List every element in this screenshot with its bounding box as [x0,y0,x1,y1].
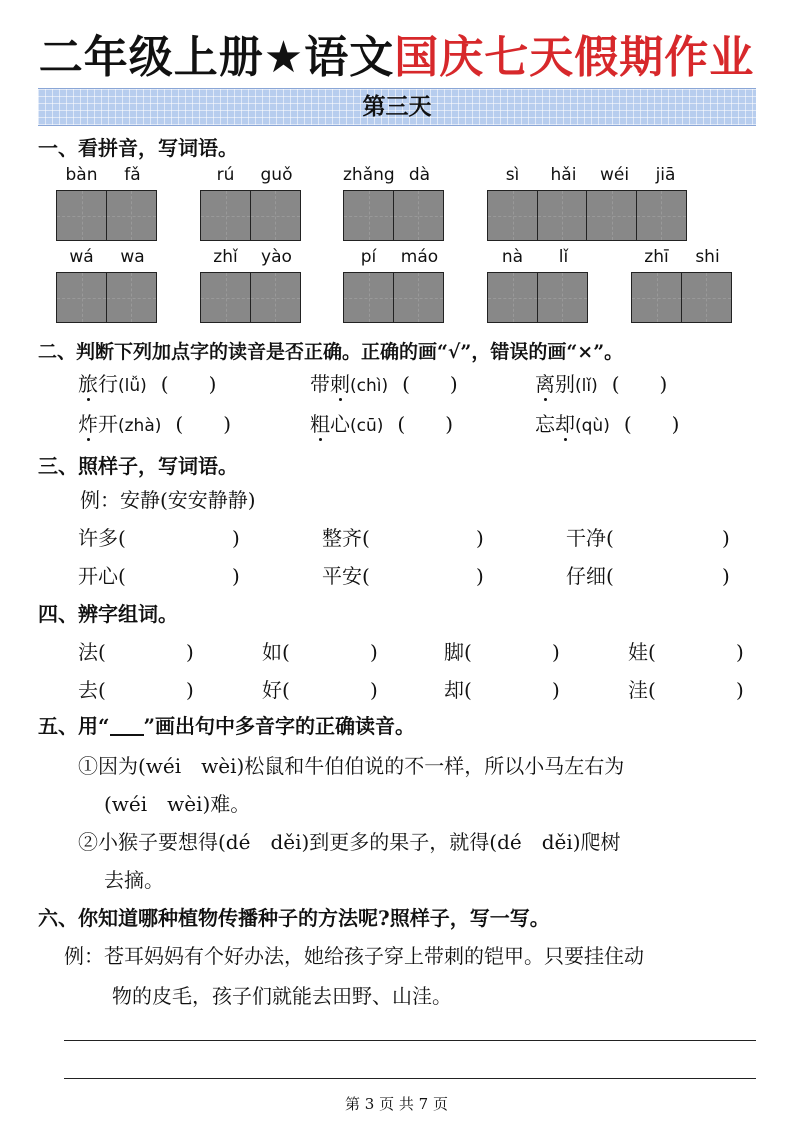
writing-grid [56,190,157,241]
writing-cell [250,272,301,323]
judge-answer-paren: ( ) [175,412,231,436]
judge-pinyin: (lǚ) [118,376,147,396]
judge-item [310,410,453,440]
page-footer [0,1094,793,1114]
section-5-heading [38,712,415,740]
answer-line-1 [64,1040,756,1041]
footer-post: 页 [433,1095,449,1113]
distinguish-char: 却( [444,678,472,702]
writing-cell [56,272,107,323]
judge-item [78,370,216,400]
distinguish-char: 法( [78,640,106,664]
judge-answer-paren: ( ) [623,412,680,436]
judge-char-1: 旅 [78,372,98,396]
section-3-heading: 三、照样子，写词语。 [38,454,238,478]
writing-grid [487,190,687,241]
reduplication-word: 干净( [566,526,614,550]
judge-pinyin: (chì) [350,376,389,396]
writing-cell [250,190,301,241]
section-6-heading: 六、你知道哪种植物传播种子的方法呢?照样子，写一写。 [38,906,550,930]
title-red: 国庆七天假期作业 [394,32,755,83]
reduplication-close: ) [476,564,484,588]
judge-char-1: 粗 [310,412,330,436]
distinguish-close: ) [736,640,744,664]
writing-grid [631,272,732,323]
pinyin-label: máo [400,247,439,267]
judge-pinyin: (zhà) [118,416,162,436]
footer-mid: 页 共 [379,1095,414,1113]
answer-line-2 [64,1078,756,1079]
pinyin-label: zhǎng [343,165,395,185]
q2-line2: 去摘。 [104,868,164,892]
section-2-heading: 二、判断下列加点字的读音是否正确。正确的画“√”，错误的画“×”。 [38,341,624,363]
distinguish-close: ) [552,640,560,664]
distinguish-close: ) [370,640,378,664]
writing-cell [393,272,444,323]
pinyin-label: zhǐ [213,247,238,267]
pinyin-label: shi [695,247,720,267]
pinyin-label: rú [216,165,235,185]
section-4-heading: 四、辨字组词。 [38,602,178,626]
footer-pre: 第 [344,1095,360,1113]
writing-cell [200,272,251,323]
pinyin-label: pí [360,247,377,267]
pinyin-label: lǐ [558,247,569,267]
pinyin-label: zhī [644,247,669,267]
underline-sample [110,720,144,736]
writing-cell [681,272,732,323]
distinguish-close: ) [186,678,194,702]
pinyin-label: wéi [599,165,630,185]
distinguish-char: 洼( [628,678,656,702]
writing-cell [200,190,251,241]
pinyin-label: wa [120,247,145,267]
q1-line2: (wéi wèi)难。 [104,792,251,816]
pinyin-label: hǎi [550,165,577,185]
distinguish-char: 去( [78,678,106,702]
day-banner: 第三天 [38,88,756,126]
pinyin-label: yào [261,247,292,267]
pinyin-label: bàn [65,165,98,185]
writing-cell [537,190,588,241]
distinguish-close: ) [186,640,194,664]
section-5-heading-post: ”画出句中多音字的正确读音。 [143,714,416,738]
judge-pinyin: (cū) [350,416,384,436]
writing-cell [106,272,157,323]
judge-item [310,370,458,400]
section-6-example-line2: 物的皮毛，孩子们就能去田野、山洼。 [112,984,452,1008]
writing-cell [343,190,394,241]
reduplication-word: 许多( [78,526,126,550]
reduplication-word: 仔细( [566,564,614,588]
writing-cell [56,190,107,241]
distinguish-close: ) [552,678,560,702]
judge-answer-paren: ( ) [611,372,668,396]
judge-char-1: 忘 [535,412,555,436]
judge-char-2: 行 [98,372,118,396]
distinguish-close: ) [736,678,744,702]
distinguish-close: ) [370,678,378,702]
pinyin-label: nà [501,247,524,267]
writing-grid [487,272,588,323]
reduplication-word: 开心( [78,564,126,588]
writing-cell [487,272,538,323]
judge-char-2: 却 [555,412,575,436]
judge-char-2: 别 [555,372,575,396]
judge-item [535,370,667,400]
judge-answer-paren: ( ) [397,412,453,436]
q2-line1: ②小猴子要想得(dé děi)到更多的果子，就得(dé děi)爬树 [78,830,621,854]
pinyin-label: wá [69,247,94,267]
reduplication-close: ) [232,526,240,550]
pinyin-label: sì [505,165,520,185]
reduplication-close: ) [722,526,730,550]
writing-grid [56,272,157,323]
judge-item [78,410,231,440]
footer-total-pages: 7 [418,1095,429,1113]
writing-cell [636,190,687,241]
judge-char-1: 炸 [78,412,98,436]
footer-page-number: 3 [364,1095,375,1113]
writing-cell [487,190,538,241]
pinyin-label: jiā [655,165,676,185]
section-1-heading: 一、看拼音，写词语。 [38,136,238,160]
judge-answer-paren: ( ) [402,372,458,396]
q1-line1: ①因为(wéi wèi)松鼠和牛伯伯说的不一样，所以小马左右为 [78,754,625,778]
writing-cell [631,272,682,323]
distinguish-char: 如( [262,640,290,664]
writing-grid [200,190,301,241]
section-5-heading-pre: 五、用“ [38,714,110,738]
judge-answer-paren: ( ) [160,372,217,396]
distinguish-char: 娃( [628,640,656,664]
writing-cell [393,190,444,241]
reduplication-word: 整齐( [322,526,370,550]
judge-item [535,410,679,440]
pinyin-label: guǒ [260,165,293,185]
judge-char-2: 刺 [330,372,350,396]
pinyin-label: fǎ [124,165,141,185]
pinyin-label: dà [408,165,431,185]
judge-pinyin: (lǐ) [575,376,598,396]
section-6-example-line1: 例：苍耳妈妈有个好办法，她给孩子穿上带刺的铠甲。只要挂住动 [64,944,644,968]
judge-char-1: 带 [310,372,330,396]
reduplication-close: ) [722,564,730,588]
writing-cell [343,272,394,323]
writing-grid [200,272,301,323]
reduplication-close: ) [476,526,484,550]
writing-cell [106,190,157,241]
distinguish-char: 好( [262,678,290,702]
section-3-example: 例：安静(安安静静) [80,488,256,512]
title-black: 二年级上册★语文 [38,32,395,83]
writing-cell [537,272,588,323]
reduplication-word: 平安( [322,564,370,588]
distinguish-char: 脚( [444,640,472,664]
judge-char-2: 开 [98,412,118,436]
writing-grid [343,272,444,323]
writing-grid [343,190,444,241]
judge-pinyin: (qù) [575,416,610,436]
page-title [0,28,793,88]
judge-char-1: 离 [535,372,555,396]
judge-char-2: 心 [330,412,350,436]
writing-cell [586,190,637,241]
reduplication-close: ) [232,564,240,588]
